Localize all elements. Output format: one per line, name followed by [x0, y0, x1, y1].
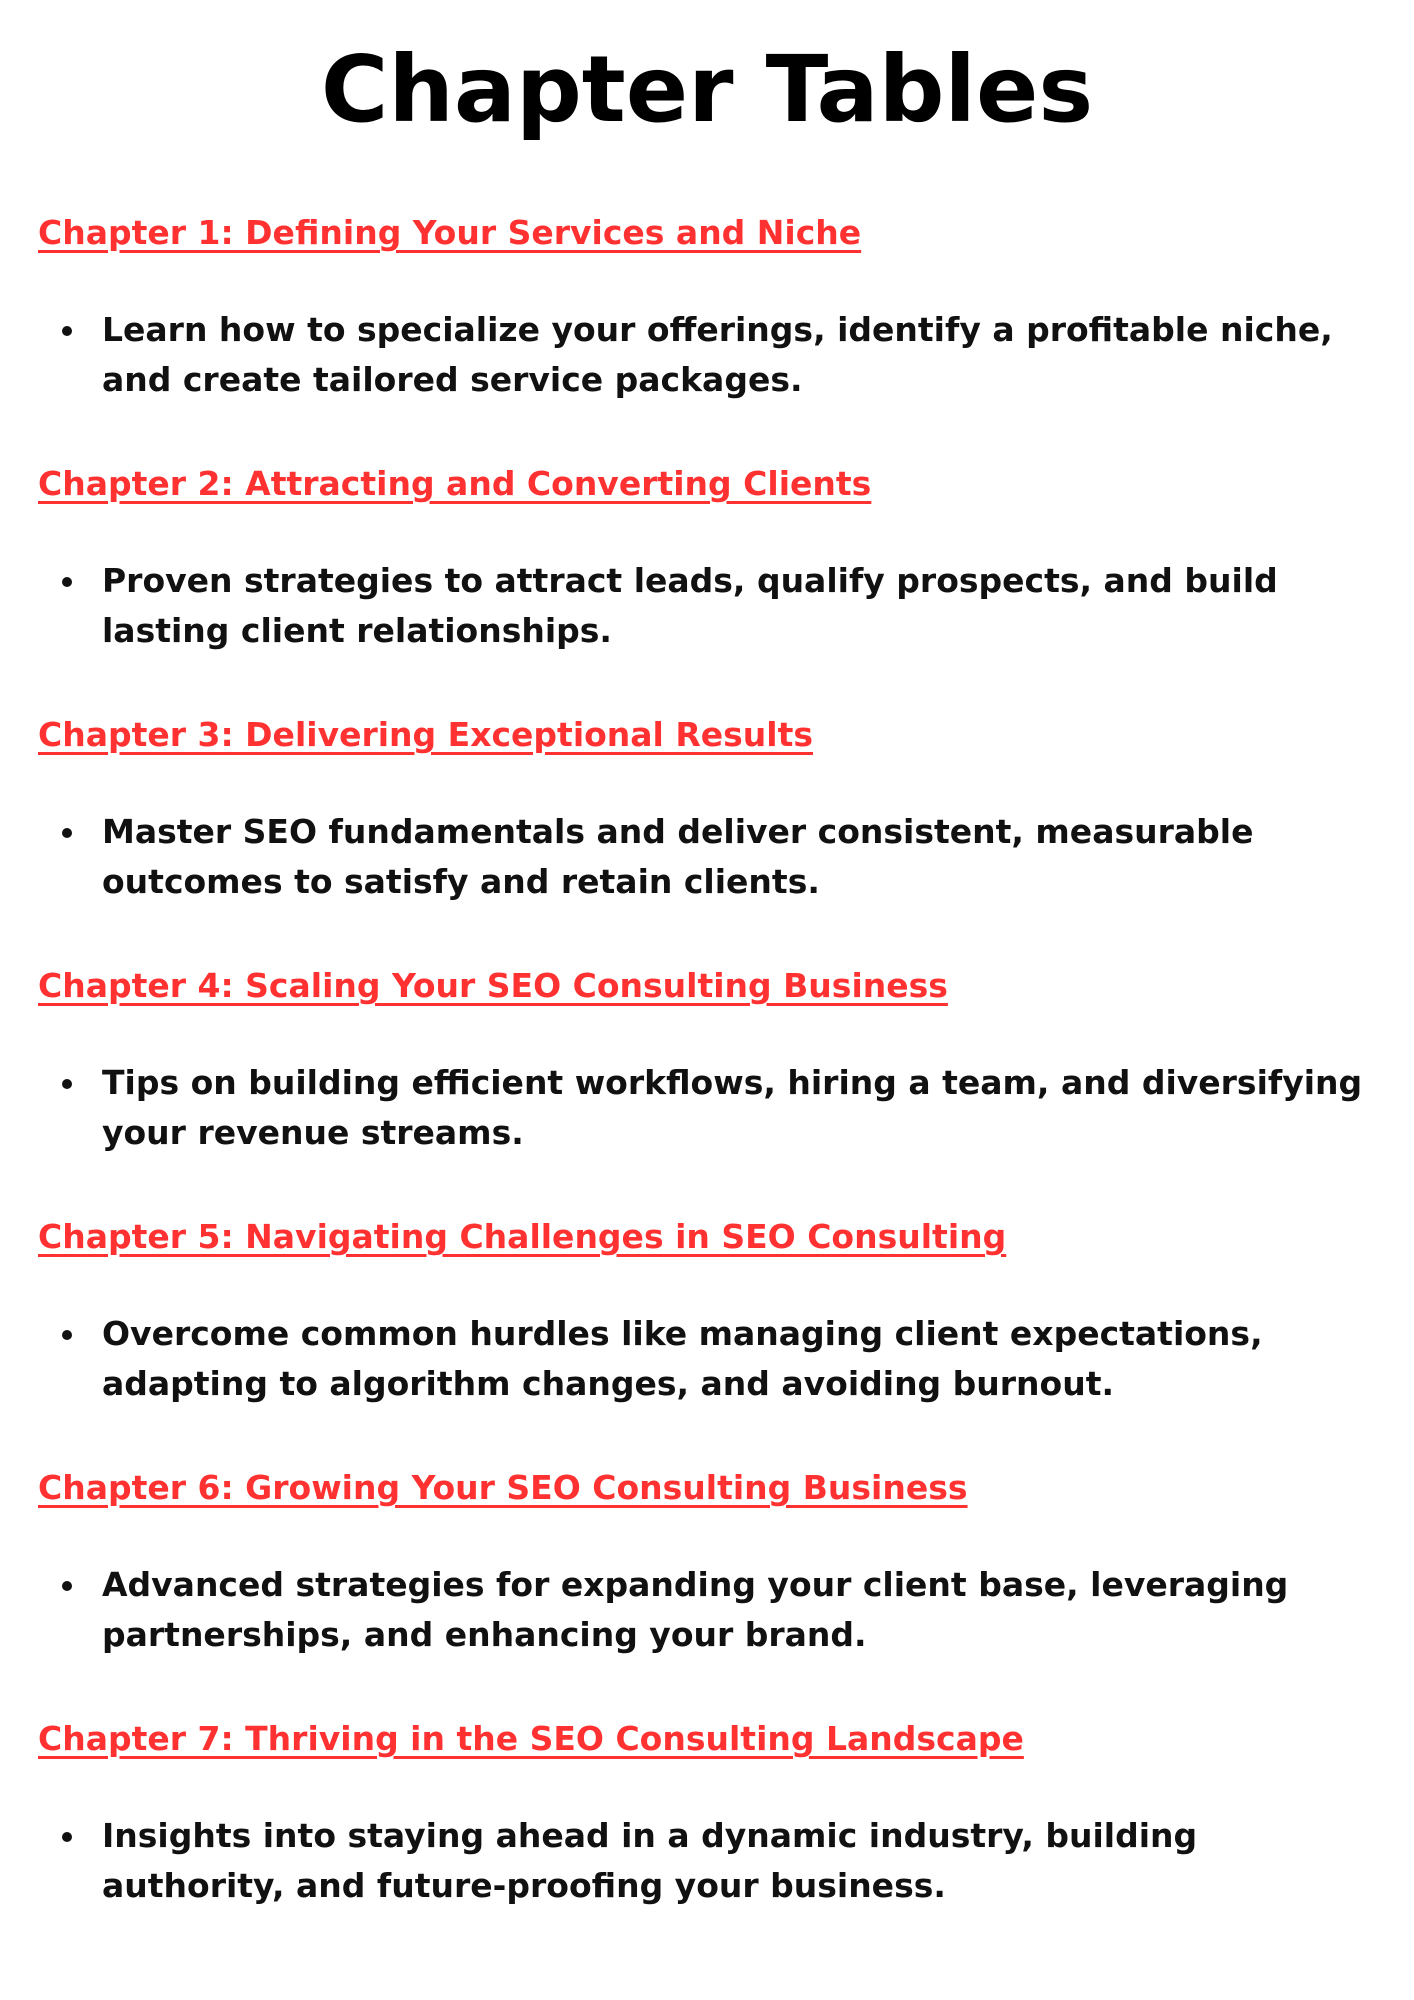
chapter-section-6: [38, 1465, 1378, 1654]
chapter-section-2: [38, 461, 1378, 650]
chapter-description: Learn how to specialize your offerings, identify a profitable niche, and create tailored service packages.: [102, 310, 1333, 399]
chapter-2-bullets: [38, 556, 1378, 656]
chapter-link-4[interactable]: Chapter 4: Scaling Your SEO Consulting Business: [38, 966, 948, 1005]
chapter-description: Insights into staying ahead in a dynamic industry, building authority, and future-proofing your business.: [102, 1816, 1198, 1905]
chapter-section-5: [38, 1214, 1378, 1403]
chapter-link-2[interactable]: Chapter 2: Attracting and Converting Clients: [38, 464, 872, 503]
chapter-description: Proven strategies to attract leads, qualify prospects, and build lasting client relationships.: [102, 561, 1278, 650]
chapter-link-1[interactable]: Chapter 1: Defining Your Services and Niche: [38, 213, 862, 252]
chapter-description: Tips on building efficient workflows, hiring a team, and diversifying your revenue streams.: [102, 1063, 1363, 1152]
bullet-icon: [62, 1832, 72, 1842]
list-item: [38, 1811, 1378, 1911]
chapter-link-5[interactable]: Chapter 5: Navigating Challenges in SEO Consulting: [38, 1217, 1007, 1256]
list-item: [38, 1058, 1378, 1158]
chapter-section-1: [38, 210, 1378, 399]
chapter-description: Master SEO fundamentals and deliver consistent, measurable outcomes to satisfy and retain clients.: [102, 812, 1254, 901]
chapter-5-bullets: [38, 1309, 1378, 1409]
chapter-section-4: [38, 963, 1378, 1152]
bullet-icon: [62, 1330, 72, 1340]
chapter-description: Overcome common hurdles like managing client expectations, adapting to algorithm changes, and avoiding burnout.: [102, 1314, 1263, 1403]
bullet-icon: [62, 828, 72, 838]
chapter-7-bullets: [38, 1811, 1378, 1911]
list-item: [38, 1560, 1378, 1660]
page-title: Chapter Tables: [320, 36, 1094, 143]
bullet-icon: [62, 577, 72, 587]
chapter-link-7[interactable]: Chapter 7: Thriving in the SEO Consulting Landscape: [38, 1719, 1024, 1758]
chapter-link-3[interactable]: Chapter 3: Delivering Exceptional Results: [38, 715, 814, 754]
list-item: [38, 807, 1378, 907]
chapter-section-7: [38, 1716, 1378, 1905]
bullet-icon: [62, 1581, 72, 1591]
chapter-link-6[interactable]: Chapter 6: Growing Your SEO Consulting Business: [38, 1468, 968, 1507]
list-item: [38, 1309, 1378, 1409]
bullet-icon: [62, 1079, 72, 1089]
chapter-4-bullets: [38, 1058, 1378, 1158]
list-item: [38, 556, 1378, 656]
chapter-description: Advanced strategies for expanding your client base, leveraging partnerships, and enhancing your brand.: [102, 1565, 1289, 1654]
chapter-6-bullets: [38, 1560, 1378, 1660]
chapter-section-3: [38, 712, 1378, 901]
chapter-1-bullets: [38, 305, 1378, 405]
list-item: [38, 305, 1378, 405]
chapter-3-bullets: [38, 807, 1378, 907]
bullet-icon: [62, 326, 72, 336]
